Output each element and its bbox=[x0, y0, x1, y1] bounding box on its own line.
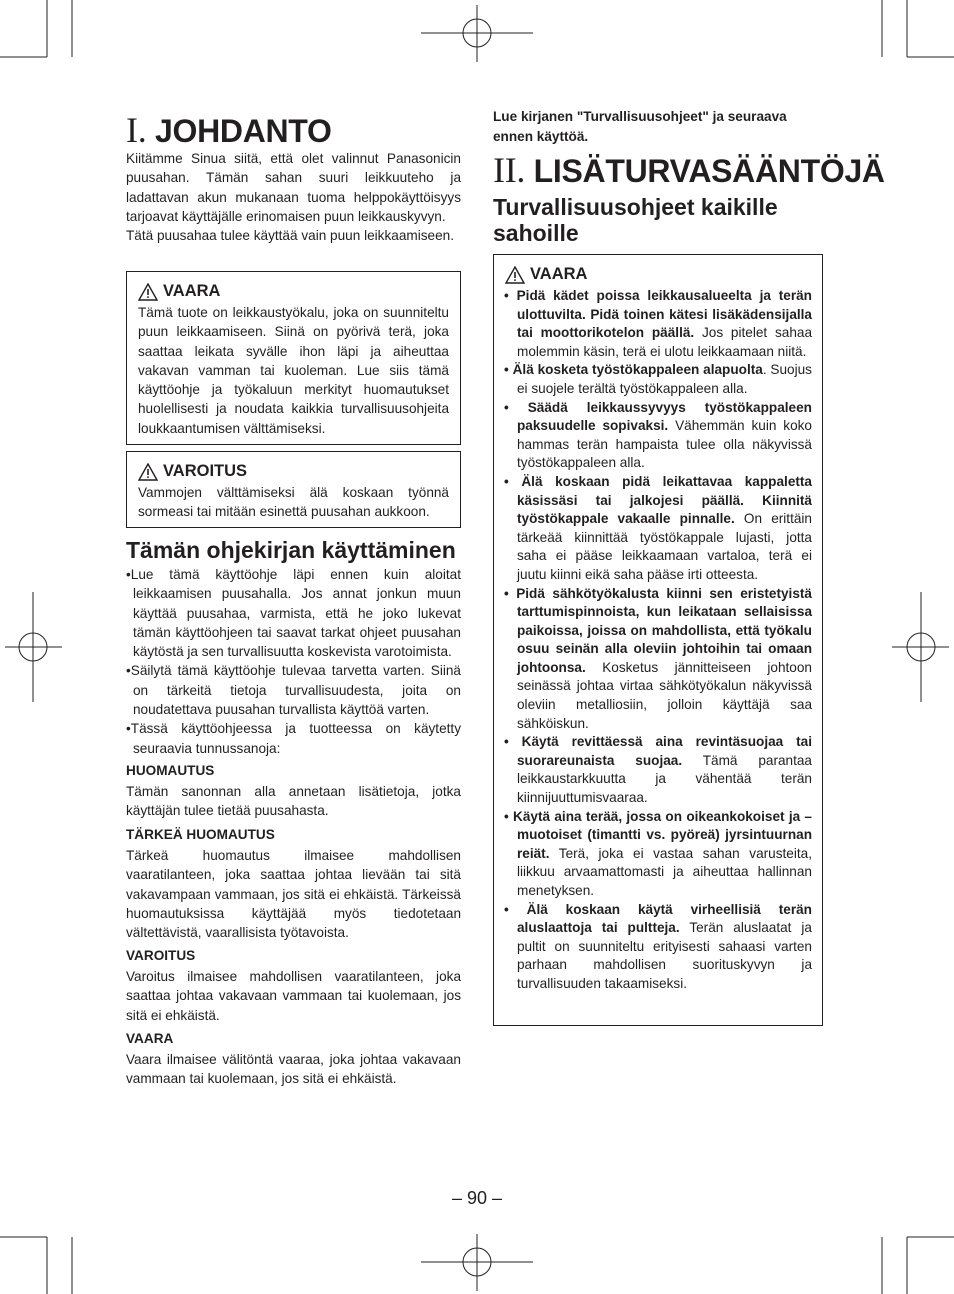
registration-mark-top bbox=[421, 5, 533, 62]
saw-danger-box bbox=[493, 254, 823, 1026]
safety-rule-bold: Älä koskaan käytä virheellisiä terän aluslaattoja tai pultteja. bbox=[517, 901, 812, 936]
bullet-icon: • bbox=[504, 288, 517, 303]
safety-rule-bold: Säädä leikkaussyvyys työstökappaleen paksuudelle sopivaksi. bbox=[517, 399, 812, 434]
warning-triangle-icon bbox=[505, 266, 525, 284]
list-item: •Lue tämä käyttöohje läpi ennen kuin aloitat leikkaamisen puusahalla. Jos annat jonkun muun käyttää puusahaa, varmista, että he joko lukevat tämän käyttöohjeen tai saavat tarkat ohjeet puusahan käytöstä ja sen turvallisuutta koskevista varotoimista. bbox=[126, 567, 461, 660]
safety-rule-item bbox=[504, 361, 812, 398]
danger-label: VAARA bbox=[126, 1031, 174, 1046]
safety-rule-item bbox=[504, 473, 812, 585]
safety-rule-text: Terän aluslaatat ja pultit on suunniteltu erityisesti sahaasi varten parhaan mahdollisen suorituskyvyn ja turvallisuuden takaamiseksi. bbox=[517, 920, 812, 991]
bullet-icon: • bbox=[504, 808, 514, 824]
safety-rule-text: Terä, joka ei vastaa sahan varusteita, liikkuu arvaamattomasti ja aiheuttaa hallinnan menetyksen. bbox=[517, 845, 812, 898]
warning-label: VAROITUS bbox=[126, 948, 196, 963]
danger-box-title: VAARA bbox=[163, 282, 221, 300]
safety-rule-bold: Älä koskaan pidä leikattavaa kappaletta käsissäsi tai jalkojesi päällä. Kiinnitä työstökappale vakaalle pinnalle. bbox=[517, 473, 812, 527]
bullet-icon: • bbox=[504, 399, 528, 415]
warning-triangle-icon bbox=[138, 463, 158, 481]
danger-text: Vaara ilmaisee välitöntä vaaraa, joka johtaa vakavaan vammaan tai kuolemaan, jos sitä ei ehkäistä. bbox=[126, 1052, 461, 1087]
saw-danger-box-header bbox=[505, 265, 587, 284]
warning-box-text: Vammojen välttämiseksi älä koskaan työnnä sormeasi tai mitään esinettä puusahan aukkoon. bbox=[138, 485, 449, 520]
heading-title: JOHDANTO bbox=[154, 113, 332, 149]
safety-rule-item bbox=[504, 585, 812, 734]
section-heading-johdanto bbox=[126, 112, 332, 148]
list-item: •Säilytä tämä käyttöohje tulevaa tarvetta varten. Siinä on tärkeitä tietoja turvallisuudesta, joita on noudatettava puusahan turvallista käyttöä varten. bbox=[126, 663, 461, 718]
safety-booklet-note: Lue kirjanen "Turvallisuusohjeet" ja seuraava ennen käyttöä. bbox=[493, 109, 787, 144]
intro-paragraph-usage: Tätä puusahaa tulee käyttää vain puun leikkaamiseen. bbox=[126, 228, 454, 243]
heading-title: LISÄTURVASÄÄNTÖJÄ bbox=[533, 153, 885, 189]
warning-box bbox=[126, 451, 461, 528]
safety-rule-item bbox=[504, 399, 812, 473]
warning-box-title: VAROITUS bbox=[163, 462, 248, 480]
saw-danger-box-title: VAARA bbox=[530, 265, 588, 283]
heading-number: I. bbox=[126, 110, 147, 150]
manual-usage-heading: Tämän ohjekirjan käyttäminen bbox=[126, 537, 456, 563]
intro-paragraph: Kiitämme Sinua siitä, että olet valinnut Panasonicin puusahan. Tämän sahan suuri leikkuuteho ja ladattavan akun mukanaan tuoma helppokäyttöisyys tarjoavat käyttäjälle erinomaisen puun leikkauskyvyn. bbox=[126, 151, 461, 224]
safety-rule-text: Tämä parantaa leikkaustarkkuutta ja vähentää terän kiinnijuuttumisvaaraa. bbox=[517, 752, 812, 806]
safety-rule-bold: Pidä sähkötyökalusta kiinni sen eristetyistä tarttumispinnoista, kun leikataan sellaisissa paikoissa, joissa on mahdollista, että työkalu osuu seinän alla oleviin johtoihin tai omaan johtoonsa. bbox=[516, 585, 812, 675]
page-number: – 90 – bbox=[451, 1188, 503, 1208]
bullet-icon: • bbox=[504, 734, 522, 750]
heading-number: II. bbox=[493, 150, 526, 190]
safety-rule-item bbox=[504, 808, 812, 901]
safety-rule-text: . Suojus ei suojele terältä työstökappaleen alla. bbox=[517, 362, 812, 396]
warning-triangle-icon bbox=[138, 283, 158, 301]
safety-rule-bold: Käytä aina terää, jossa on oikeankokoiset ja –muotoiset (timantti vs. pyöreä) jyrsintuurnan reiät. bbox=[513, 808, 812, 861]
safety-subheading: Turvallisuusohjeet kaikille sahoille bbox=[493, 194, 778, 246]
manual-usage-list bbox=[126, 565, 461, 758]
bullet-icon: • bbox=[504, 473, 522, 489]
important-notice-text: Tärkeä huomautus ilmaisee mahdollisen vaaratilanteen, joka saattaa johtaa lievään tai sitä vakavampaan vammaan, jos sitä ei ehkäistä. Tärkeissä huomautuksissa käyttäjää myös tiedotetaan vältettävistä, vaarallisista työtavoista. bbox=[126, 848, 461, 941]
safety-rule-text: Kosketus jännitteiseen johtoon seinässä johtaa virtaa sähkötyökalun näkyvissä oleviin metalliosiin, jolloin käyttäjä saa sähköiskun. bbox=[517, 659, 812, 731]
safety-rule-text: On erittäin tärkeää kiinnittää työstökappale lujasti, jotta saha ei pääse leikkaamaan vartaloa, terä ei juutu kiinni eikä saha pääse irti otteesta. bbox=[517, 511, 812, 582]
bullet-icon: • bbox=[504, 362, 513, 378]
safety-rule-bold: Älä kosketa työstökappaleen alapuolta bbox=[512, 362, 763, 378]
danger-box-text: Tämä tuote on leikkaustyökalu, joka on suunniteltu puun leikkaamiseen. Siinä on pyörivä terä, joka saattaa leikata syvälle ihon läpi ja aiheuttaa vakavan vamman tai kuoleman. Lue siis tämä käyttöohje ja työkaluun merkityt huomautukset huolellisesti ja noudata kaikkia turvallisuusohjeita loukkaantumisen välttämiseksi. bbox=[138, 305, 449, 436]
warning-text: Varoitus ilmaisee mahdollisen vaaratilanteen, joka saattaa johtaa vakavaan vammaan tai kuolemaan, jos sitä ei ehkäistä. bbox=[126, 969, 461, 1023]
safety-rule-bold: Käytä revittäessä aina revintäsuojaa tai suorareunaista suojaa. bbox=[517, 734, 812, 768]
safety-rule-item bbox=[504, 901, 812, 994]
registration-mark-right bbox=[892, 592, 949, 702]
safety-rules-list bbox=[504, 287, 812, 994]
notice-text: Tämän sanonnan alla annetaan lisätietoja, jotka käyttäjän tulee tietää puusahasta. bbox=[126, 784, 461, 819]
safety-rule-item bbox=[504, 287, 812, 361]
danger-box bbox=[126, 271, 461, 445]
bullet-icon: • bbox=[504, 585, 517, 601]
danger-box-header bbox=[138, 282, 220, 301]
safety-rule-text: Vähemmän kuin koko hammas terän hampaista tulee olla näkyvissä työstökappaleen alla. bbox=[517, 418, 812, 471]
safety-rule-item bbox=[504, 733, 812, 807]
list-item: •Tässä käyttöohjeessa ja tuotteessa on käytetty seuraavia tunnussanoja: bbox=[126, 721, 461, 756]
bullet-icon: • bbox=[504, 901, 527, 917]
registration-mark-left bbox=[5, 592, 62, 702]
registration-mark-bottom bbox=[421, 1234, 533, 1291]
notice-label: HUOMAUTUS bbox=[126, 763, 215, 778]
safety-rule-bold: Pidä kädet poissa leikkausalueelta ja terän ulottuvilta. Pidä toinen kätesi lisäkädensijalla tai moottorikotelon päällä. bbox=[516, 288, 812, 341]
section-heading-lisaturvasaantoja bbox=[493, 152, 885, 188]
important-notice-label: TÄRKEÄ HUOMAUTUS bbox=[126, 827, 275, 842]
warning-box-header bbox=[138, 462, 247, 481]
safety-rule-text: Jos pitelet sahaa molemmin käsin, terä ei ulotu leikkaamaan niitä. bbox=[517, 325, 813, 359]
